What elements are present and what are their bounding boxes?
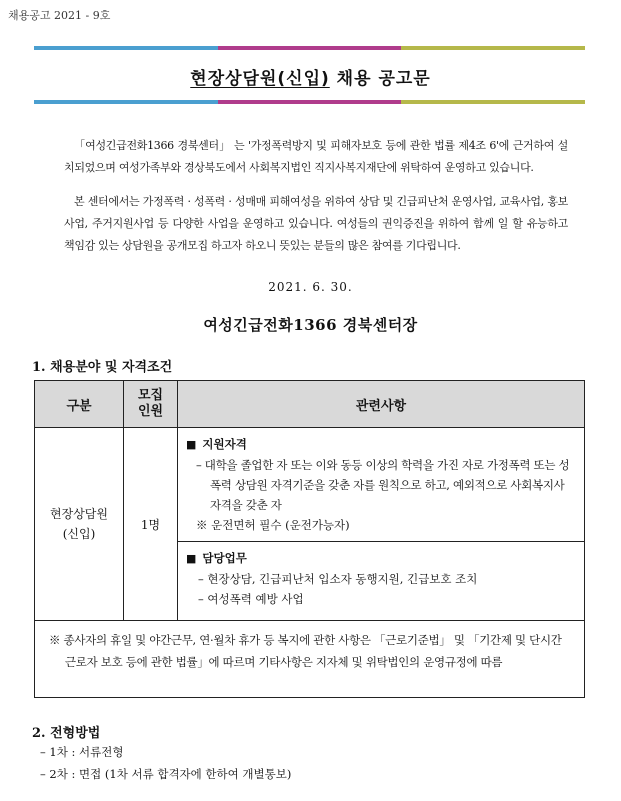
- table-header-row: [35, 381, 585, 428]
- bar-segment-olive: [401, 46, 585, 50]
- cell-count: 1명: [124, 428, 178, 621]
- intro-paragraph-2: 본 센터에서는 가정폭력 · 성폭력 · 성매매 피해여성을 위하여 상담 및 긴급피난처 운영사업, 교육사업, 홍보사업, 주거지원사업 등 다양한 사업을 운영하고 있습니다. 여성들의 권익증진을 위하여 함께 일 할 유능하고 책임감 있는 상담원을 공개모집 하고자 하오니 뜻있는 분들의 많은 참여를 기다립니다.: [64, 195, 568, 252]
- header-recruit-count: 모집 인원: [124, 381, 178, 428]
- announcement-date: 2021. 6. 30.: [268, 280, 353, 294]
- duties-title: 담당업무: [202, 551, 247, 565]
- qualification-line-1: – 대학을 졸업한 자 또는 이와 동등 이상의 학력을 가진 자로 가정폭력 또는 성폭력 상담원 자격기준을 갖춘 자를 원칙으로 하고, 예외적으로 사회복지사 자격을 갖춘 자: [196, 458, 570, 512]
- notice-number: 채용공고 2021 - 9호: [8, 9, 111, 22]
- page-title: [0, 64, 621, 89]
- selection-step-1: – 1차 : 서류전형: [40, 745, 124, 759]
- square-bullet-icon: ■: [186, 438, 197, 451]
- cell-duties: [178, 542, 585, 621]
- decorative-bar-top: [34, 46, 585, 50]
- decorative-bar-bottom: [34, 100, 585, 104]
- selection-step-2: – 2차 : 면접 (1차 서류 합격자에 한하여 개별통보): [40, 767, 292, 781]
- cell-qualification: [178, 428, 585, 542]
- table-row: [35, 428, 585, 542]
- qualification-heading: [186, 434, 578, 455]
- issuer-name: 여성긴급전화1366 경북센터장: [203, 316, 418, 334]
- bar-segment-olive: [401, 100, 585, 104]
- bar-segment-blue: [34, 100, 218, 104]
- duties-heading: [186, 548, 578, 569]
- header-details: 관련사항: [178, 381, 585, 428]
- duties-line-2: – 여성폭력 예방 사업: [198, 592, 304, 606]
- duties-line-1: – 현장상담, 긴급피난처 입소자 동행지원, 긴급보호 조치: [198, 572, 478, 586]
- qualification-title: 지원자격: [202, 437, 247, 451]
- section-1-title: 1. 채용분야 및 자격조건: [32, 360, 173, 375]
- bar-segment-purple: [218, 100, 402, 104]
- qualification-line-2: ※ 운전면허 필수 (운전가능자): [196, 518, 350, 532]
- table-note-row: [35, 621, 585, 698]
- cell-welfare-note: [35, 621, 585, 698]
- intro-paragraph-1: 「여성긴급전화1366 경북센터」 는 '가정폭력방지 및 피해자보호 등에 관한 법률 제4조 6'에 근거하여 설치되었으며 여성가족부와 경상북도에서 사회복지법인 직지사복지재단에 위탁하여 운영하고 있습니다.: [64, 139, 568, 174]
- title-suffix: 채용 공고문: [329, 69, 431, 89]
- bar-segment-blue: [34, 46, 218, 50]
- bar-segment-purple: [218, 46, 402, 50]
- requirements-table: [34, 380, 585, 698]
- square-bullet-icon: ■: [186, 552, 197, 565]
- section-2-title: 2. 전형방법: [32, 726, 101, 741]
- header-category: 구분: [35, 381, 124, 428]
- title-position: 현장상담원(신입): [190, 69, 330, 89]
- cell-category: 현장상담원 (신입): [35, 428, 124, 621]
- welfare-note: ※ 종사자의 휴일 및 야간근무, 연·월차 휴가 등 복지에 관한 사항은 「근로기준법」 및 「기간제 및 단시간근로자 보호 등에 관한 법률」에 따르며 기타사항은 지자체 및 위탁법인의 운영규정에 따름: [49, 633, 562, 669]
